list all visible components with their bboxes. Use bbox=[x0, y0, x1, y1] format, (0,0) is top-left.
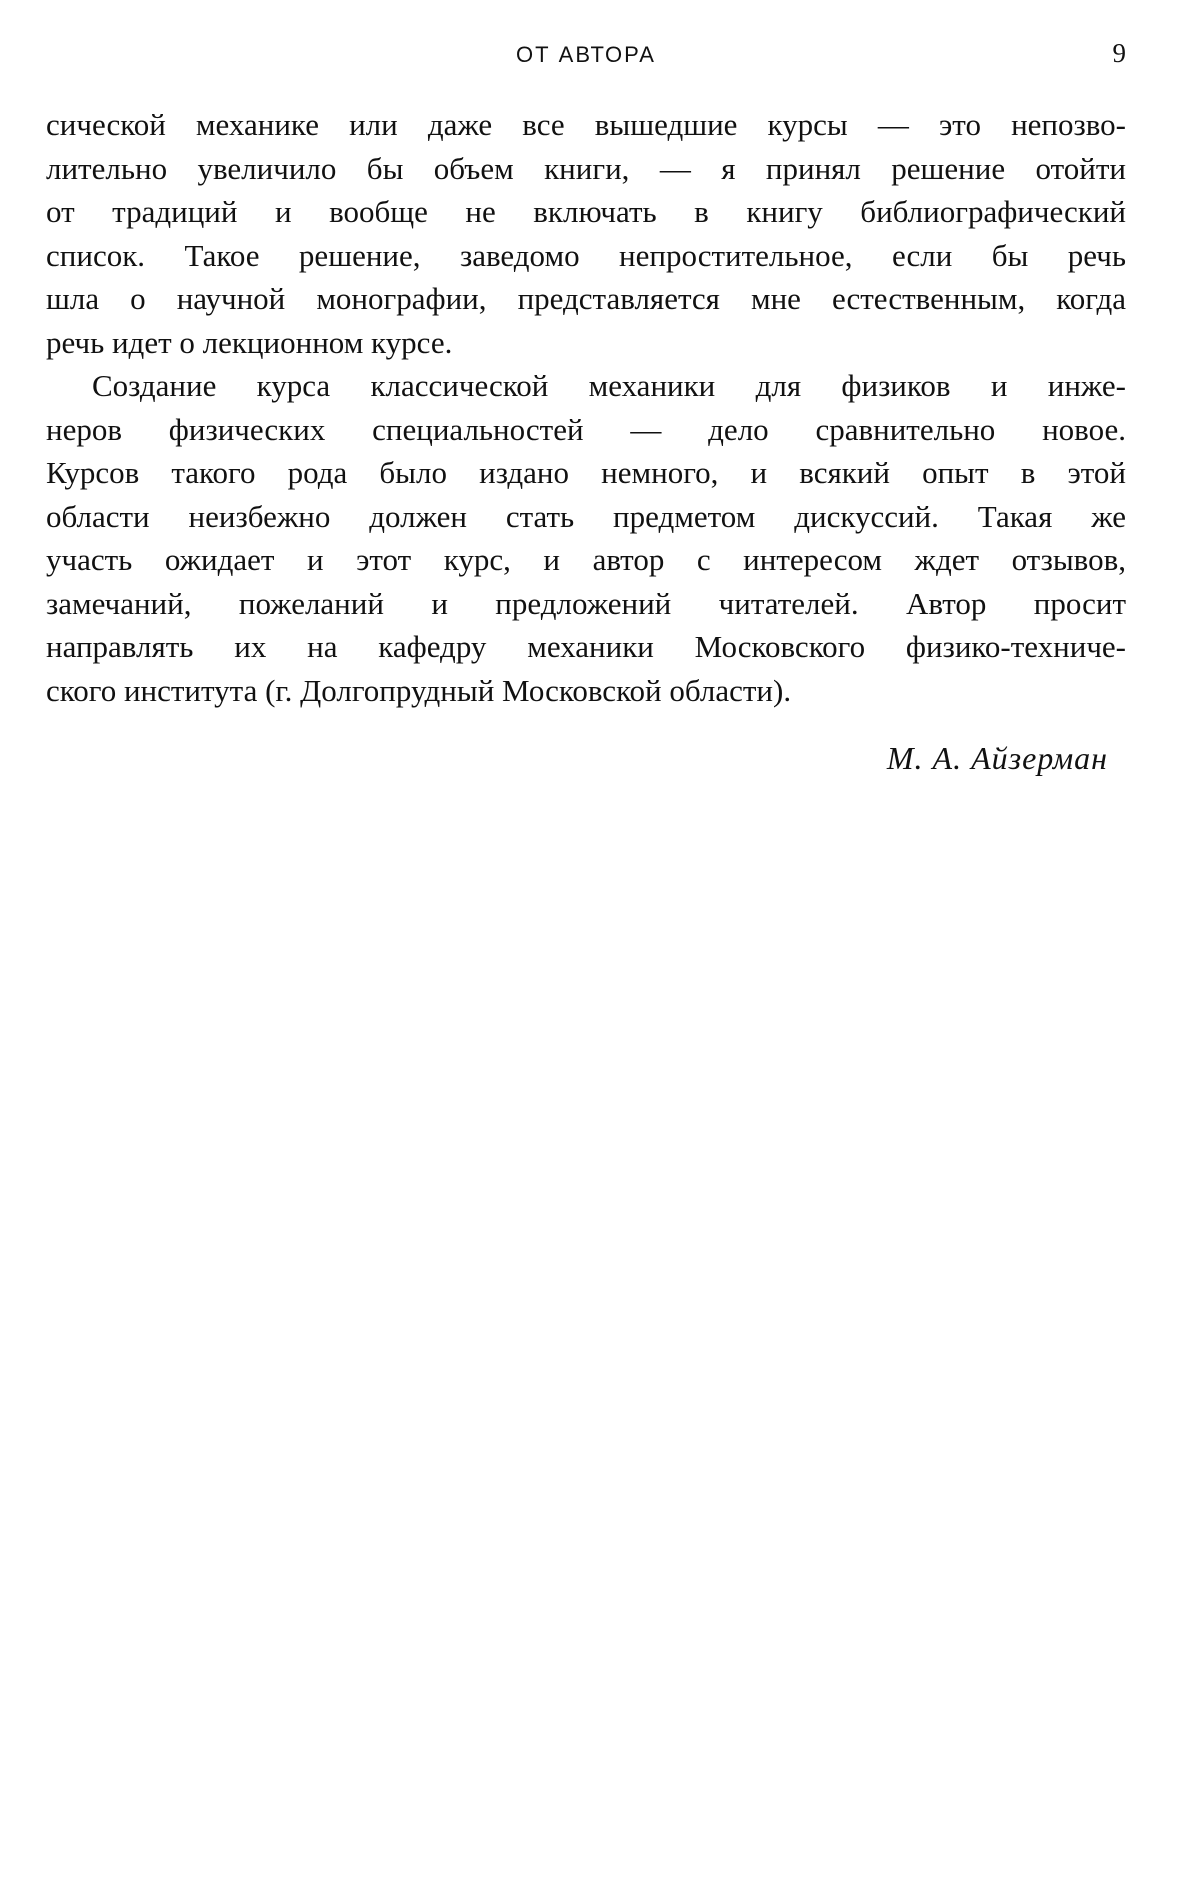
paragraph-closing bbox=[46, 364, 1126, 712]
text-line: направлять их на кафедру механики Московского физико-техниче- bbox=[46, 629, 1126, 664]
paragraph-continuation bbox=[46, 103, 1126, 364]
text-line: речь идет о лекционном курсе. bbox=[46, 324, 453, 360]
text-line: ского института (г. Долгопрудный Московской области). bbox=[46, 672, 792, 708]
text-line: от традиций и вообще не включать в книгу библиографический bbox=[46, 194, 1126, 229]
text-line: участь ожидает и этот курс, и автор с интересом ждет отзывов, bbox=[46, 542, 1126, 577]
text-line: области неизбежно должен стать предметом дискуссий. Такая же bbox=[46, 498, 1126, 534]
running-head bbox=[46, 38, 1126, 78]
text-line: список. Такое решение, заведомо непростительное, если бы речь bbox=[46, 237, 1126, 273]
running-title: ОТ АВТОРА bbox=[516, 42, 656, 67]
text-line: замечаний, пожеланий и предложений читателей. Автор просит bbox=[46, 585, 1126, 621]
author-signature: М. А. Айзерман bbox=[886, 740, 1108, 776]
body-text bbox=[46, 103, 1126, 712]
text-line: сической механике или даже все вышедшие курсы — это непозво- bbox=[46, 107, 1126, 142]
text-line: лительно увеличило бы объем книги, — я принял решение отойти bbox=[46, 150, 1126, 186]
text-line: шла о научной монографии, представляется мне естественным, когда bbox=[46, 281, 1126, 316]
page-number: 9 bbox=[1112, 38, 1126, 68]
text-line: Создание курса классической механики для физиков и инже- bbox=[92, 368, 1126, 403]
text-line: неров физических специальностей — дело сравнительно новое. bbox=[46, 411, 1126, 447]
text-line: Курсов такого рода было издано немного, и всякий опыт в этой bbox=[46, 455, 1126, 490]
